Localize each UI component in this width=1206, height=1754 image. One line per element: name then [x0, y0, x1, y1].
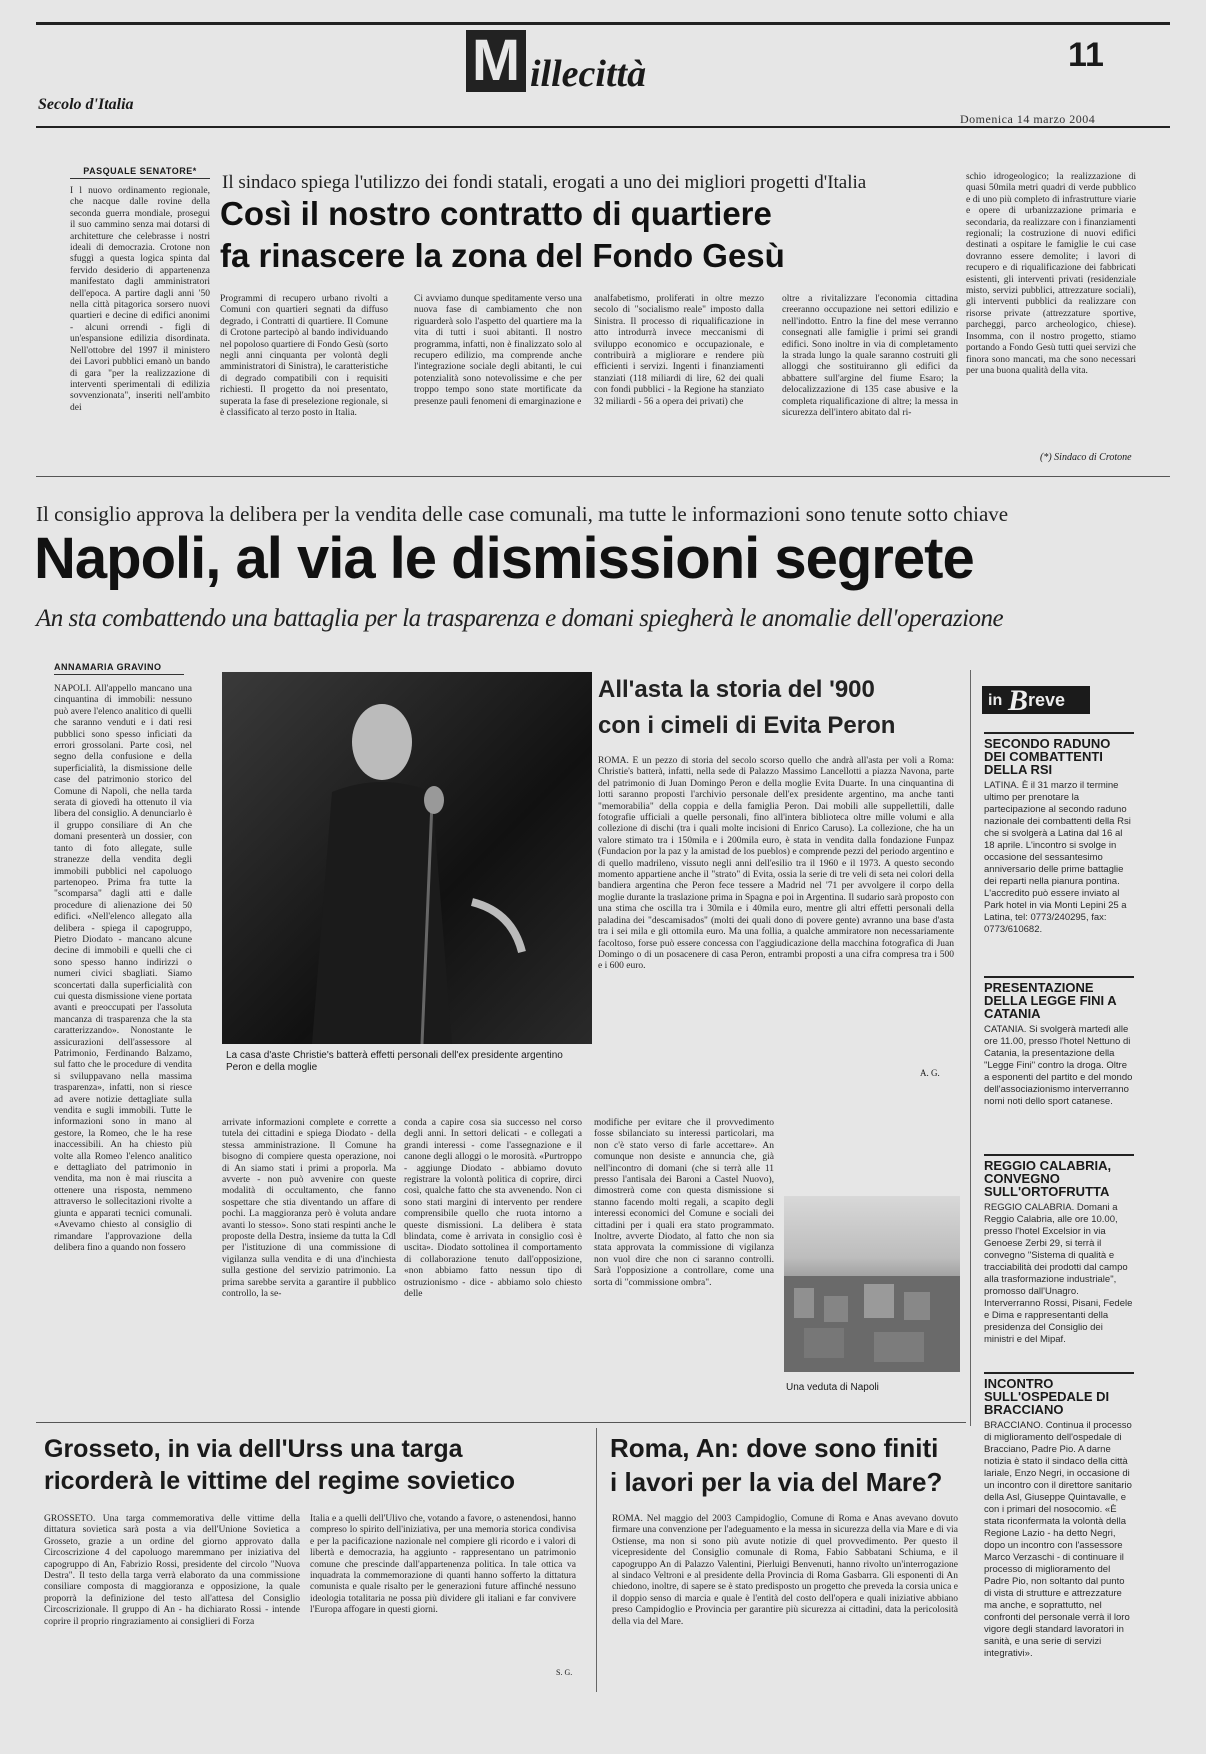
top-kicker: Il sindaco spiega l'utilizzo dei fondi statali, erogati a uno dei migliori progetti d'Italia	[222, 172, 867, 193]
paper-name: Secolo d'Italia	[38, 96, 134, 113]
in-breve-logo-b: B	[1008, 684, 1029, 717]
evita-text: ROMA. È un pezzo di storia del secolo scorso quello che andrà all'asta per voli a Roma: Christie's batterà, infatti, nella sede di Palazzo Massimo Lancellotti a piazza Navona, parte del patrimonio di Juan Domingo Peron e della moglie Evita Duarte. In una cinquantina di lotti saranno proposti l'archivio personale dell'ex presidente argentino, ma anche tanti "memorabilia" della coppia e della famiglia Peron. Dai mobili alle suppellettili, dalle fotografie ufficiali a quelle personali, fino all'intera biblioteca oltre mille volumi e alla collezione di dischi (tra i quali molte incisioni di Enrico Caruso). La collezione, che ha un valore stimato tra i 150mila e i 200mila euro, è stata in vendita dalla fondazione Funpaz (Fundacion por la paz y la amistad de los pueblos) e comprende pezzi del periodo argentino e di quello madrileno, vissuto negli anni dell'esilio tra il 1960 e il 1973. A questo secondo momento appartiene anche il "strato" di Evita, ossia la serie di tre veli di seta nei colori della bandiera argentina che Peron fece tessere a Madrid nel '71 per avvolgere il corpo della moglie durante la traslazione prima in Spagna e poi in Argentina. Il sudario sarà proposto con una stima che oscilla tra i 30mila e i 40mila euro, mentre gli altri effetti personali della paladina dei "descamisados" (molti dei quali dono di povere gente) avranno una base d'asta tra i sei mila e gli ottomila euro. Ma una follia, a qualche ammiratore non necessariamente facoltoso, forse può essere concessa con l'aggiudicazione della macchina fotografica di Juan Domingo o di un posacenere di casa Peron, entrambi proposti a una cifra compresa tra i 500 e i 600 euro.	[598, 756, 954, 972]
evita-headline-line2: con i cimeli di Evita Peron	[598, 712, 896, 739]
main-col-3: conda a capire cosa sia successo nel corso degli anni. In settori delicati - e collegati a grandi interessi - come l'assegnazione e il canone degli alloggi o le morosità. «Purtroppo - aggiunge Diodato - abbiamo dovuto registrare la volontà politica di coprire, dirci così, qualche fatto che sta avvenendo. Non ci sono stati margini di intervento per rendere comprensibile quello che ruota intorno a queste dismissioni. La delibera è stata blindata, come è arrivata in consiglio così è uscita». Diodato sottolinea il comportamento di collaborazione tenuto dall'opposizione, «non abbiamo fatto nessun tipo di ostruzionismo - dice - abbiamo solo chiesto delle	[404, 1118, 582, 1300]
top-col-2: Programmi di recupero urbano rivolti a Comuni con quartieri segnati da diffuso degrado, i Contratti di quartiere. Il Comune di Crotone partecipò al bando individuando nel popoloso quartiere di Fondo Gesù (sorto negli anni cinquanta per volontà degli amministratori di Sinistra), le caratteristiche di degrado compatibili con i requisiti richiesti. Il progetto da noi presentato, superata la fase di preselezione regionale, si è classificato al terzo posto in Italia.	[220, 294, 388, 419]
evita-photo	[222, 672, 592, 1044]
in-breve-logo	[982, 684, 1090, 717]
brief-title: REGGIO CALABRIA, CONVEGNO SULL'ORTOFRUTTA	[984, 1154, 1134, 1198]
naples-photo-caption: Una veduta di Napoli	[786, 1382, 879, 1393]
brief-text: BRACCIANO. Continua il processo di miglioramento dell'ospedale di Bracciano, Padre Pio. A darne notizia è stato il sindaco della città lariale, Enzo Negri, in occasione di un incontro con il direttore sanitario della Asl, Giuseppe Quintavalle, e con i primari del nosocomio. «È stata riconfermata la volontà della Regione Lazio - ha detto Negri, dopo un incontro con l'assessore Marco Verzaschi - di continuare il processo di miglioramento del Padre Pio, non soltanto dal punto di vista di strutture e attrezzature ma anche, e soprattutto, nel confronti del personale verrà il loro vigore degli standard lavoratori in sanità, e una serie di servizi integrativi».	[984, 1420, 1132, 1659]
main-kicker: Il consiglio approva la delibera per la vendita delle case comunali, ma tutte le informazioni sono tenute sotto chiave	[36, 502, 1009, 526]
brief-title: SECONDO RADUNO DEI COMBATTENTI DELLA RSI	[984, 732, 1134, 776]
bottom-col-divider	[596, 1428, 597, 1692]
grosseto-headline-line1: Grosseto, in via dell'Urss una targa	[44, 1435, 463, 1463]
masthead-rule	[36, 126, 1170, 128]
top-col-5: oltre a rivitalizzare l'economia cittadina creeranno occupazione nei settori edilizio e nell'indotto. Entro la fine del mese verranno consegnati alle famiglie i primi sei grandi edifici. Sono inoltre in via di completamento la strada lungo la quale saranno costruiti gli alloggi che sostituiranno gli edifici da abbattere sull'argine del fiume Esaro; la delocalizzazione di 135 case abusive e la completa riqualificazione di altre; la messa in sicurezza dell'intero abitato dal ri-	[782, 294, 958, 419]
in-breve-logo-rest: reve	[1028, 690, 1066, 710]
section-divider	[36, 476, 1170, 477]
grosseto-headline-line2: ricorderà le vittime del regime sovietico	[44, 1467, 516, 1495]
top-col-1: I l nuovo ordinamento regionale, che nacque dalle rovine della seconda guerra mondiale, prosegui il suo cammino senza mai dotarsi di architetture che celebrasse i nostri ideali di democrazia. Crotone non sfuggì a questa logica spinta dal fervido desiderio di appartenenza manifestato dagli amministratori dell'epoca. A partire dagli anni '50 nella città pitagorica sorsero nuovi quartieri e decine di edifici anonimi - alcuni orrendi - figli di un'espansione edilizia disordinata. Nell'ottobre del 1997 il ministero dei Lavori pubblici emanò un bando di gara "per la realizzazione di interventi sperimentali di edilizia sovvenzionata", inseriti nell'ambito dei	[70, 186, 210, 413]
brief-text: LATINA. È il 31 marzo il termine ultimo per prenotare la partecipazione al secondo raduno nazionale dei combattenti della Rsi che si svolgerà a Latina dal 16 al 18 aprile. L'incontro si svolge in occasione del sessantesimo anniversario delle prime battaglie dei reparti nella pianura pontina. L'accredito può essere inviato al Park hotel in via Monti Lepini 25 a Latina, tel: 0773/240295, fax: 0773/610682.	[984, 780, 1131, 935]
brief-text: REGGIO CALABRIA. Domani a Reggio Calabria, alle ore 10.00, presso l'hotel Excelsior in via Genoese Zerbi 29, si terrà il convegno "Sistema di qualità e tracciabilità dei prodotti dal campo alla trasformazione industriale", promosso dall'Unagro. Interverranno Rossi, Pisani, Fedele e Dima e rappresentanti della presidenza del Consiglio dei ministri e del Mipaf.	[984, 1202, 1133, 1345]
section-title: illecittà	[530, 53, 647, 95]
roma-headline-line2: i lavori per la via del Mare?	[610, 1467, 943, 1497]
breve-divider	[970, 670, 971, 1426]
brief-item	[984, 1372, 1134, 1720]
top-headline-line1: Così il nostro contratto di quartiere	[220, 195, 772, 232]
grosseto-signature: S. G.	[556, 1668, 573, 1677]
main-col-2: arrivate informazioni complete e corrette a tutela dei cittadini e spiega Diodato - della stessa amministrazione. Il Comune ha bisogno di compiere questa operazione, noi di An siamo stati i primi a proporla. Ma avverte - non può avvenire con queste modalità di occultamento, che fanno sospettare che stia diventando un affare di pochi. La maggioranza però è voluta andare avanti lo stesso». Sono stati respinti anche le proposte della Destra, insieme da tutta la Cdl per l'istituzione di una commissione di vigilanza sulla vendita e di una d'inchiesta sulla gestione del servizio patrimonio. La prima sarebbe servita a garantire il pubblico controllo, la se-	[222, 1118, 396, 1300]
main-headline: Napoli, al via le dismissioni segrete	[34, 526, 974, 591]
naples-photo	[784, 1196, 960, 1372]
grosseto-col-1: GROSSETO. Una targa commemorativa delle vittime della dittatura sovietica sarà posta a via dell'Unione Sovietica a Grosseto, grazie a un ordine del giorno approvato dalla Circoscrizione 4 del capoluogo maremmano per iniziativa del capogruppo di An, Fabrizio Rossi, presidente del circolo "Nuova Destra". Il testo della targa verrà elaborato da una commissione consiliare composta di maggioranza e opposizione, la quale proporrà la definizione del testo all'attesa del Consiglio Circoscrizionale. Il gruppo di An - ha dichiarato Rossi - intende coprire il proprio ringraziamento ai consiglieri di Forza	[44, 1514, 300, 1627]
in-breve-logo-in: in	[988, 692, 1003, 709]
top-col-4: analfabetismo, proliferati in oltre mezzo secolo di "socialismo reale" imposto dalla Sinistra. Il processo di riqualificazione in atto introdurrà invece meccanismi di sviluppo economico e occupazionale, e contribuirà a migliorare e rendere più efficienti i servizi. Ingenti i finanziamenti stanziati (118 miliardi di lire, 62 dei quali con fondi pubblici - la Regione ha stanziato 32 miliardi - 56 a opera dei privati) che	[594, 294, 764, 407]
naples-photo-skyline	[784, 1196, 960, 1372]
brief-title: INCONTRO SULL'OSPEDALE DI BRACCIANO	[984, 1372, 1134, 1416]
roma-text: ROMA. Nel maggio del 2003 Campidoglio, Comune di Roma e Anas avevano dovuto firmare una convenzione per l'adeguamento e la messa in sicurezza della via Mare e di via Ostiense, ma non si sono più avute notizie di quel provvedimento. Per questo il vicepresidente del Consiglio comunale di Roma, Fabio Sabbatani Schiuma, e il capogruppo An di Palazzo Valentini, Pierluigi Benvenuti, hanno rivolto un'interrogazione al sindaco Veltroni e al presidente della Provincia di Roma Gasbarra. Gli esponenti di An chiedono, inoltre, di sapere se è stato predisposto un progetto che preveda la corsia unica e il doppio senso di marcia e quale è l'entità del costo dell'opera e quali iniziative abbiano preso Campidoglio e Provincia per garantire più sicurezza ai cittadini, data la pericolosità della via del Mare.	[612, 1514, 958, 1627]
issue-date: Domenica 14 marzo 2004	[960, 112, 1096, 126]
brief-item	[984, 976, 1134, 1146]
main-col-4: modifiche per evitare che il provvedimento fosse sbilanciato su interessi particolari, ma non c'è stato verso di farle accettare». An comunque non desiste e annuncia che, già nell'incontro di domani (che si terrà alle 11 presso l'antisala dei Baroni a Castel Nuovo), dimostrerà come con questa dismissione si stanno facendo molti regali, a scapito degli interessi economici del Comune e sociali dei cittadini per i quali era stato programmato. Inoltre, avverte Diodato, al fatto che non sia stata approvata la commissione di vigilanza non vuol dire che non ci saranno controlli. Sarà l'opposizione a controllare, come una sorta di "commissione ombra".	[594, 1118, 774, 1288]
section-initial: M	[466, 30, 526, 92]
brief-item	[984, 1154, 1134, 1354]
top-byline-wrap	[70, 166, 210, 179]
main-col-1: NAPOLI. All'appello mancano una cinquantina di immobili: nessuno può avere l'elenco analitico di quelli che saranno venduti e i dati resi pubblici sono spesso inficiati da errori grossolani. Parte così, nel segno della confusione e della superficialità, la dismissione delle case del patrimonio storico del Comune di Napoli, che nella tarda serata di giovedì ha ottenuto il via libera del consiglio. A denunciarlo è il gruppo consiliare di An che domani presenterà un dossier, con tanto di foto allegate, sulle stranezze della vendita degli immobili pubblici nel capoluogo partenopeo. Prima fra tutte la "scomparsa" dagli atti e dalle procedure di alienazione dei 50 edifici. «Nell'elenco allegato alla delibera - spiega il capogruppo, Pietro Diodato - mancano alcune decine di immobili e quelli che ci sono spesso hanno indirizzi o numeri civici sbagliati. Siamo sconcertati dalla superficialità con cui questa dismissione viene portata avanti e preoccupati per l'assoluta mancanza di trasparenza che la sta caratterizzando». Nonostante le assicurazioni dell'assessore al Patrimonio, Ferdinando Balzamo, sul fatto che le procedure di vendita si sviluppavano nella massima trasparenza», infatti, non si riesce ad avere notizie dettagliate sulla vendita e sugli immobili. Tutte le informazioni sono in mano al gestore, la Romeo, che le ha rese inaccessibili. An ha chiesto più volte alla Romeo l'elenco analitico e dettagliato del patrimonio in vendita, ma non è mai riuscita a ottenere una risposta, nemmeno attraverso le sollecitazioni rivolte a giunta e apparati tecnici comunali. «Avevamo chiesto al consiglio di rimandare l'approvazione della delibera fino a quando non fossero	[54, 684, 192, 1253]
evita-photo-figure	[222, 672, 592, 1044]
evita-signature: A. G.	[920, 1068, 940, 1078]
top-col-3: Ci avviamo dunque speditamente verso una nuova fase di cambiamento che non riguarderà solo l'aspetto del quartiere ma la vita di tutti i suoi abitanti. Il nostro programma, infatti, non è finalizzato solo al recupero edilizio, ma comprende anche l'integrazione sociale degli abitanti, le cui potenzialità sono notevolissime e che per troppo tempo sono state mortificate da presenze pauli fenomeni di emarginazione e	[414, 294, 582, 407]
evita-headline-line1: All'asta la storia del '900	[598, 676, 875, 703]
bottom-divider	[36, 1422, 966, 1423]
top-byline: PASQUALE SENATORE*	[70, 166, 210, 179]
roma-headline-line1: Roma, An: dove sono finiti	[610, 1433, 939, 1463]
brief-text: CATANIA. Si svolgerà martedì alle ore 11.00, presso l'hotel Nettuno di Catania, la presentazione della "Legge Fini" contro la droga. Oltre a esponenti del partito e del mondo dell'associazionismo interverranno nomi noti dello sport catanese.	[984, 1024, 1133, 1107]
top-signature: (*) Sindaco di Crotone	[1040, 452, 1132, 463]
top-rule	[36, 22, 1170, 25]
brief-title: PRESENTAZIONE DELLA LEGGE FINI A CATANIA	[984, 976, 1134, 1020]
main-deck: An sta combattendo una battaglia per la trasparenza e domani spiegherà le anomalie dell'operazione	[36, 605, 1004, 632]
top-headline-line2: fa rinascere la zona del Fondo Gesù	[220, 237, 785, 274]
brief-item	[984, 732, 1134, 998]
page-number: 11	[1068, 36, 1104, 74]
evita-photo-caption: La casa d'aste Christie's batterà effetti personali dell'ex presidente argentino Peron e della moglie	[226, 1050, 563, 1073]
top-col-6: schio idrogeologico; la realizzazione di quasi 50mila metri quadri di verde pubblico e di uno più completo di infrastrutture viarie e opere di urbanizzazione primaria e secondaria, da realizzare con i finanziamenti regionali; la costruzione di nuovi edifici destinati a ospitare le famiglie le cui case dovranno essere demolite; i lavori di recupero e di riqualificazione dei fabbricati esistenti, gli interventi privati (residenziale misto, servizi pubblici, attrezzature sociali), gli interventi pubblici da realizzare con risorse private (attrezzature sportive, parcheggi, parco archeologico, chiese). Insomma, con il nostro progetto, stiamo portando a Fondo Gesù tutti quei servizi che finora sono mancati, ma che sono necessari per una buona qualità della vita.	[966, 172, 1136, 376]
main-byline: ANNAMARIA GRAVINO	[54, 662, 184, 675]
grosseto-col-2: Italia e a quelli dell'Ulivo che, votando a favore, o astenendosi, hanno compreso lo spirito dell'iniziativa, per una memoria storica condivisa e per la pacificazione nazionale nel compiere gli ricordo e i valori di libertà e democrazia, ha aggiunto - rappresentano un patrimonio comune che prescinde dall'appartenenza politica. In tale ottica va inquadrata la commemorazione di quanti hanno sofferto la dittatura comunista e quale risalto per le generazioni future affinché nessuno ideologia totalitaria ne possa più dividere gli italiani e far convivere l'Europa affogare in questi giorni.	[310, 1514, 576, 1616]
main-byline-wrap	[54, 662, 184, 675]
